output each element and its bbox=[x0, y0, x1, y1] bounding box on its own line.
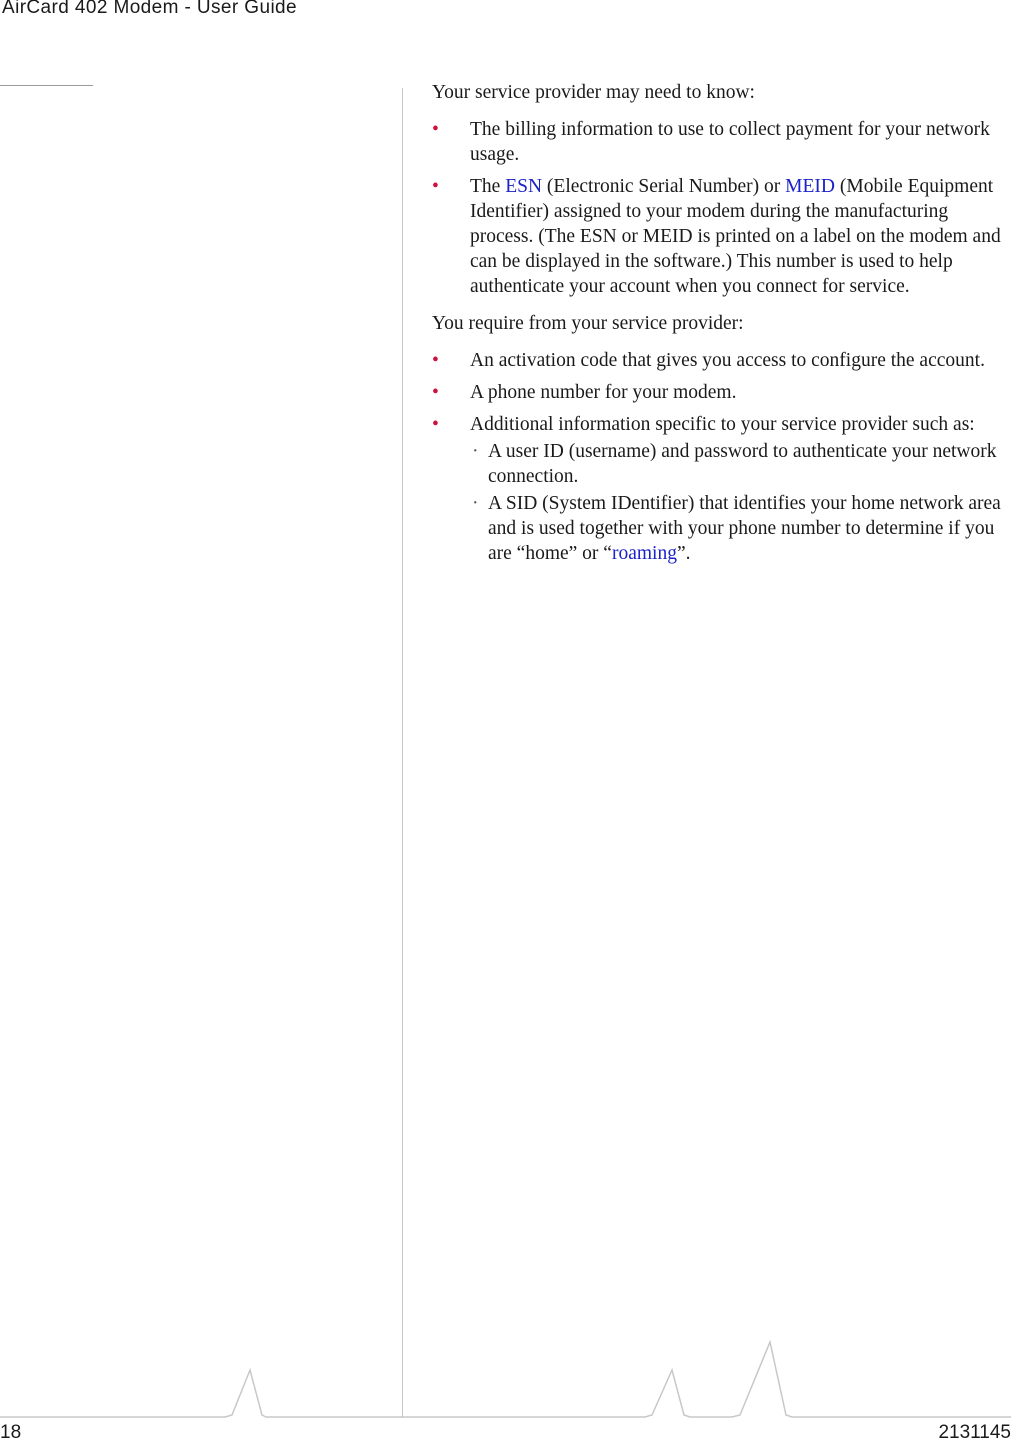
bullet-icon: • bbox=[432, 176, 439, 197]
sub-item-text bbox=[488, 493, 1001, 564]
esn-link[interactable]: ESN bbox=[505, 176, 543, 197]
intro-paragraph-know: Your service provider may need to know: bbox=[432, 82, 755, 103]
sub-bullet-icon: · bbox=[472, 441, 479, 462]
text-run: ”. bbox=[676, 543, 691, 564]
bullet-icon: • bbox=[432, 119, 439, 140]
list-item bbox=[432, 117, 1010, 167]
running-header: AirCard 402 Modem - User Guide bbox=[2, 0, 297, 18]
sub-item-text: A user ID (username) and password to authenticate your network connection. bbox=[488, 441, 997, 487]
page-number: 18 bbox=[0, 1422, 22, 1443]
sub-bullet-icon: · bbox=[472, 493, 479, 514]
main-content bbox=[432, 80, 1010, 578]
text-run: (Electronic Serial Number) or bbox=[542, 176, 786, 197]
bullet-icon: • bbox=[432, 350, 439, 371]
list-item-text: An activation code that gives you access to configure the account. bbox=[470, 350, 985, 371]
text-run: The bbox=[470, 176, 506, 197]
column-divider bbox=[402, 88, 403, 1418]
text-run: A SID (System IDentifier) that identifies your home network area and is used together with your phone number to determine if you are “home” or “ bbox=[488, 493, 1001, 564]
bullet-icon: • bbox=[432, 382, 439, 403]
list-item bbox=[432, 348, 1010, 373]
list-item bbox=[432, 174, 1010, 299]
text-run: (Mobile Equipment Identifier) assigned to your modem during the manufacturing process. (The ESN or MEID is printed on a label on the modem and can be displayed in the software.) This number is used to help authenticate your account when you connect for service. bbox=[470, 176, 1001, 297]
header-rule bbox=[0, 85, 93, 86]
document-number: 2131145 bbox=[938, 1422, 1011, 1443]
sub-list-item bbox=[470, 491, 1010, 566]
footer-pulse-line bbox=[0, 1330, 1011, 1425]
list-item-text: The billing information to use to collect payment for your network usage. bbox=[470, 119, 990, 165]
list-item-text: Additional information specific to your service provider such as: bbox=[470, 414, 975, 435]
intro-paragraph-require: You require from your service provider: bbox=[432, 313, 744, 334]
list-item-text: A phone number for your modem. bbox=[470, 382, 737, 403]
list-item-text bbox=[470, 176, 1001, 297]
list-item bbox=[432, 380, 1010, 405]
meid-link[interactable]: MEID bbox=[785, 176, 835, 197]
sub-list-item bbox=[470, 439, 1010, 489]
list-item bbox=[432, 412, 1010, 566]
bullet-icon: • bbox=[432, 414, 439, 435]
roaming-link[interactable]: roaming bbox=[611, 543, 677, 564]
provider-needs-list bbox=[432, 117, 1010, 299]
provider-supplies-list bbox=[432, 348, 1010, 566]
sub-list bbox=[470, 439, 1010, 566]
